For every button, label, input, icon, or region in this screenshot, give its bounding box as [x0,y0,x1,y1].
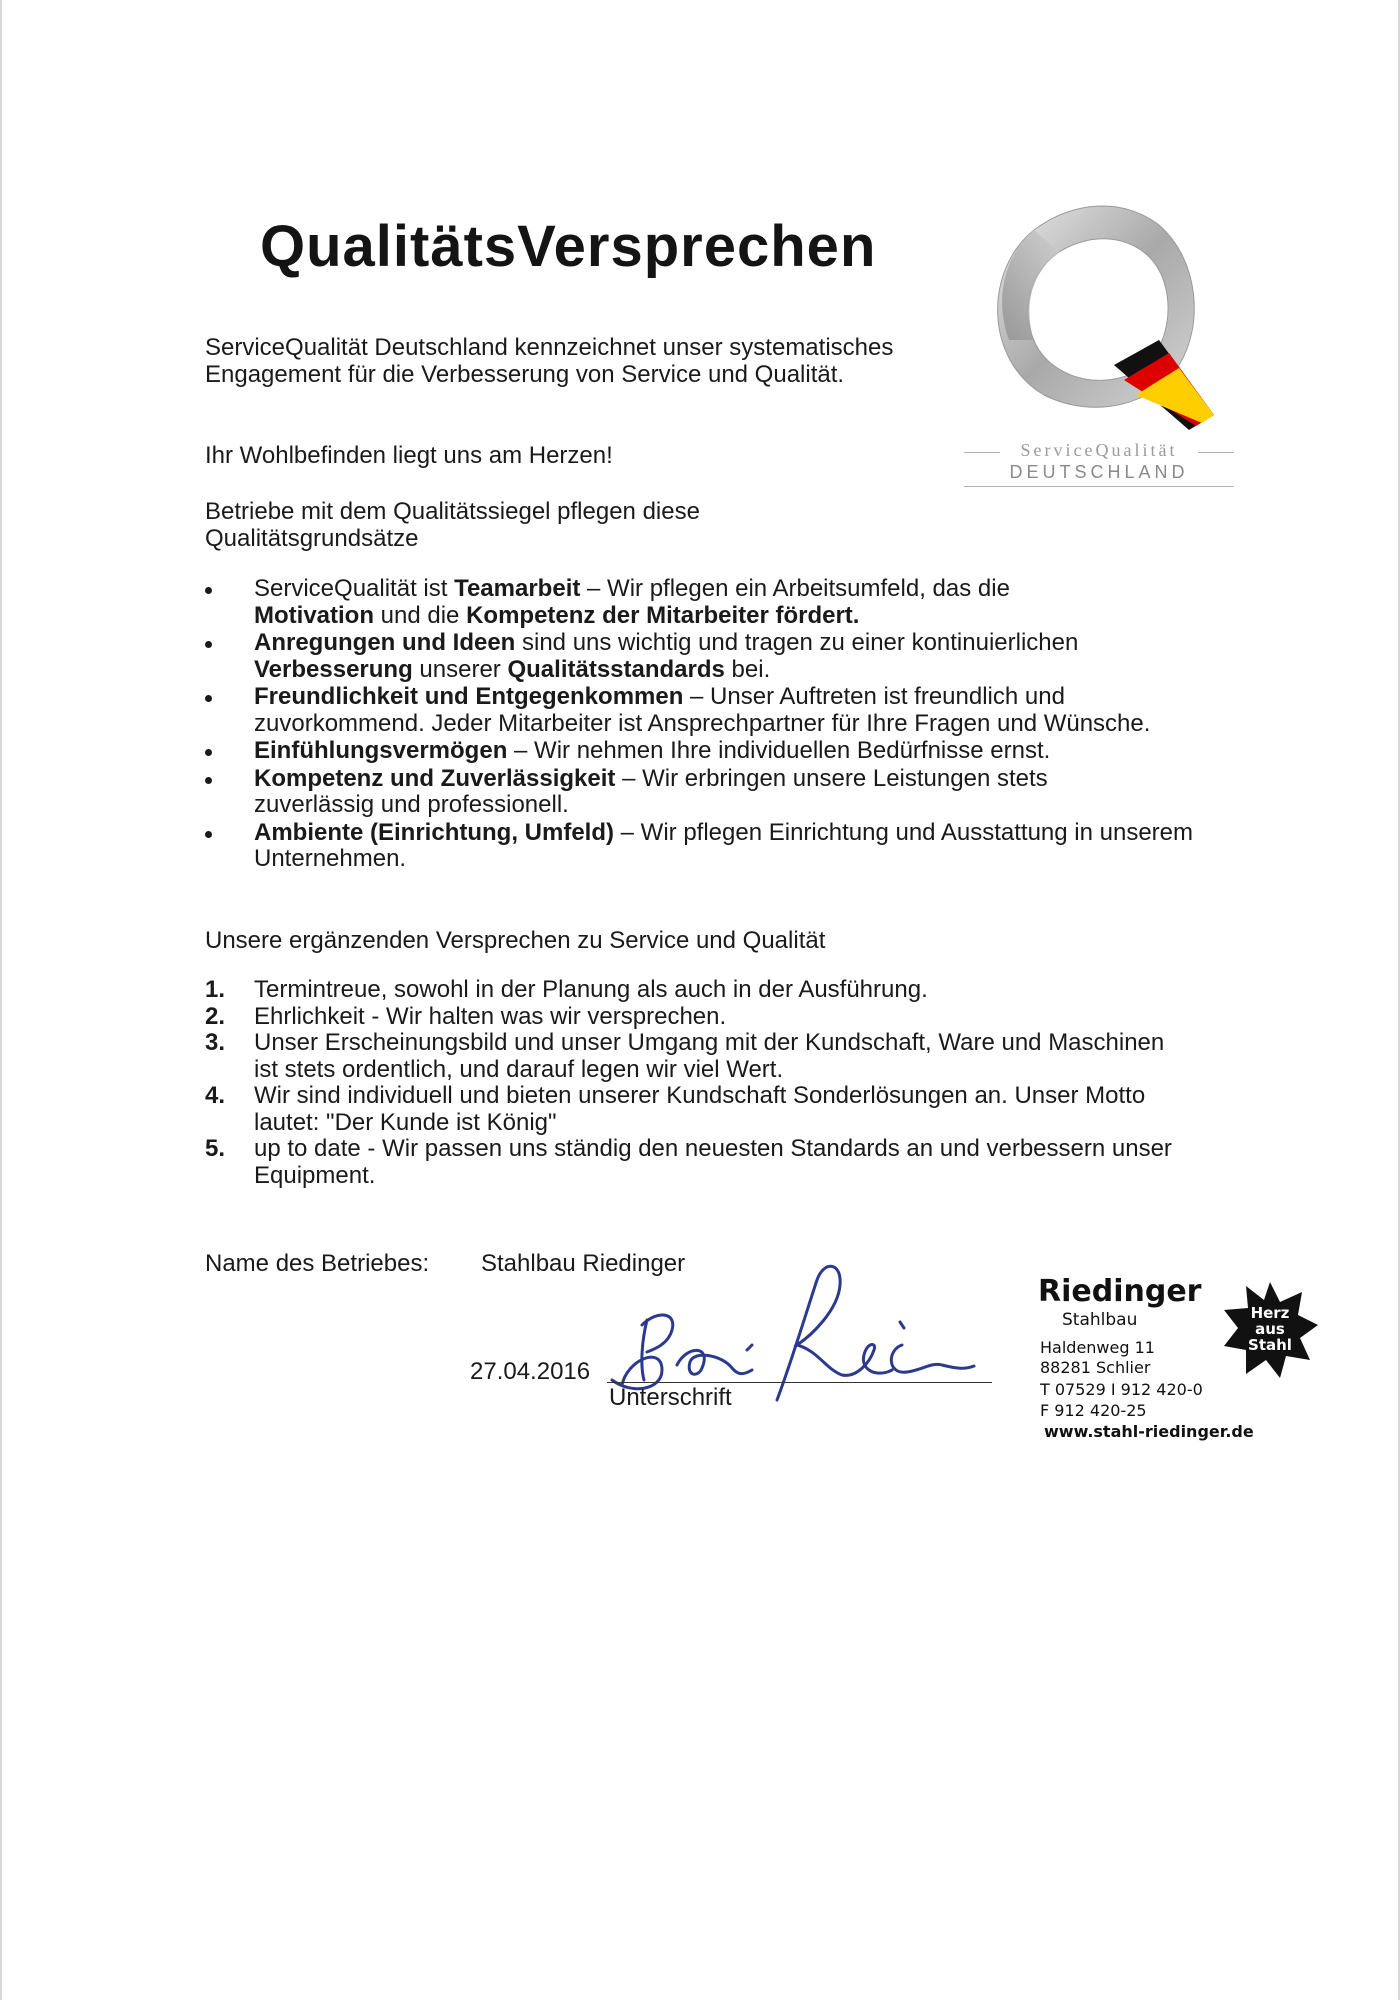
logo-text-deutschland: DEUTSCHLAND [1009,462,1189,482]
service-qualitaet-logo [964,190,1234,490]
stamp-street: Haldenweg 11 [1040,1338,1155,1357]
signature-line [607,1382,992,1383]
stamp-company-name: Riedinger [1038,1274,1202,1309]
bullet-icon [205,695,212,702]
bullet-icon [205,777,212,784]
list-item: 2. Ehrlichkeit - Wir halten was wir versprechen. [205,1002,727,1030]
stamp-website: www.stahl-riedinger.de [1044,1422,1254,1441]
promises-list [205,977,1205,1189]
bullet-icon [205,587,212,594]
company-stamp [1032,1270,1332,1450]
page-title: QualitätsVersprechen [260,214,877,279]
list-item: Ambiente (Einrichtung, Umfeld) – Wir pflegen Einrichtung und Ausstattung in unserem Unternehmen. [205,820,1254,873]
list-item: Freundlichkeit und Entgegenkommen – Unser Auftreten ist freundlich und zuvorkommend. Jeder Mitarbeiter ist Ansprechpartner für Ihre Fragen und Wünsche. [205,684,1214,737]
star-badge-text-1: Herz [1250,1304,1290,1322]
star-badge-text-3: Stahl [1248,1336,1292,1354]
promises-intro: Unsere ergänzenden Versprechen zu Service und Qualität [205,927,826,954]
stamp-city: 88281 Schlier [1040,1358,1151,1377]
list-item: ServiceQualität ist Teamarbeit – Wir pflegen ein Arbeitsumfeld, das die Motivation und die Kompetenz der Mitarbeiter fördert. [205,576,1205,629]
stamp-fax: F 912 420-25 [1040,1401,1147,1420]
logo-text-servicequalitaet: ServiceQualität [1020,440,1178,460]
list-item: Kompetenz und Zuverlässigkeit – Wir erbringen unsere Leistungen stets zuverlässig und professionell. [205,766,1174,819]
bullet-icon [205,641,212,648]
signature-date: 27.04.2016 [470,1358,591,1385]
principles-intro: Betriebe mit dem Qualitätssiegel pflegen diese Qualitätsgrundsätze [205,498,700,552]
intro-paragraph: ServiceQualität Deutschland kennzeichnet unser systematisches Engagement für die Verbesserung von Service und Qualität. [205,334,894,388]
list-item: 4. Wir sind individuell und bieten unserer Kundschaft Sonderlösungen an. Unser Motto lautet: "Der Kunde ist König" [205,1082,1146,1136]
star-badge-icon [1220,1280,1320,1380]
list-item: 5. up to date - Wir passen uns ständig den neuesten Standards an und verbessern unser Equipment. [205,1135,1172,1189]
bullet-icon [205,831,212,838]
list-item: 3. Unser Erscheinungsbild und unser Umgang mit der Kundschaft, Ware und Maschinen ist stets ordentlich, und darauf legen wir viel Wert. [205,1029,1165,1083]
business-name-value: Stahlbau Riedinger [481,1250,686,1277]
logo-rule-bottom [964,486,1234,487]
principles-list [205,576,1205,873]
bullet-icon [205,749,212,756]
q-ribbon-icon [964,190,1234,440]
wellbeing-paragraph: Ihr Wohlbefinden liegt uns am Herzen! [205,442,613,469]
business-name-label: Name des Betriebes: [205,1250,430,1277]
stamp-phone: T 07529 I 912 420-0 [1040,1380,1203,1399]
signature-label: Unterschrift [609,1384,732,1411]
list-item: Anregungen und Ideen sind uns wichtig und tragen zu einer kontinuierlichen Verbesserung unserer Qualitätsstandards bei. [205,630,1205,683]
stamp-subtitle: Stahlbau [1062,1310,1138,1330]
list-item: 1. Termintreue, sowohl in der Planung als auch in der Ausführung. [205,976,928,1003]
star-badge-text-2: aus [1255,1320,1285,1338]
list-item: Einfühlungsvermögen – Wir nehmen Ihre individuellen Bedürfnisse ernst. [205,738,1205,765]
